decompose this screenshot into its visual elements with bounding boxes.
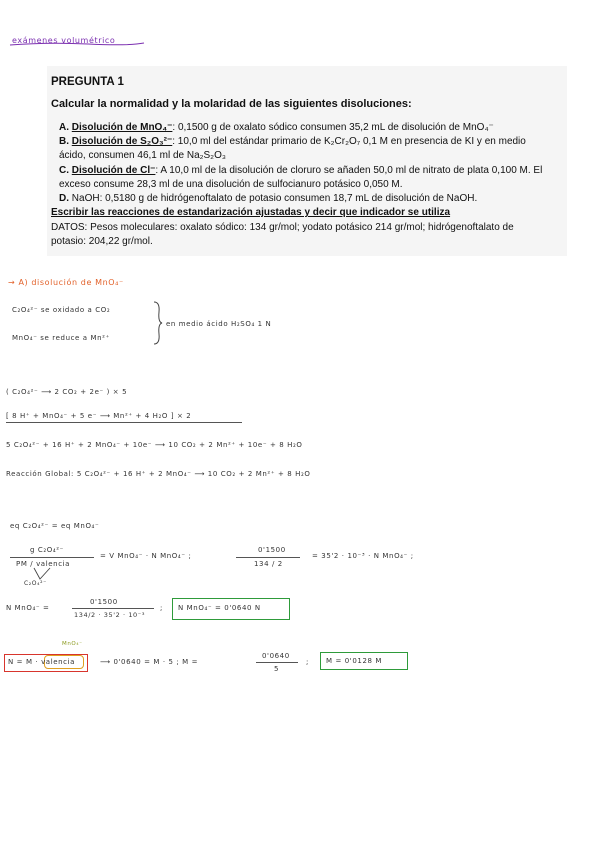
question-heading: PREGUNTA 1	[51, 76, 124, 88]
equivalence-line: eq C₂O₄²⁻ = eq MnO₄⁻	[10, 522, 100, 530]
frac2-bar	[236, 557, 300, 558]
m-result: M = 0'0128 M	[326, 657, 383, 665]
under-label: C₂O₄²⁻	[24, 580, 47, 587]
oxidation-line: C₂O₄²⁻ se oxidado a CO₂	[12, 306, 111, 314]
m-calc: ⟶ 0'0640 = M · 5 ; M =	[100, 658, 199, 666]
instruction-text: Escribir las reacciones de estandarización ajustadas y decir que indicador se utiliza	[51, 207, 451, 218]
question-subtitle: Calcular la normalidad y la molaridad de las siguientes disoluciones:	[51, 98, 412, 110]
reaction-underline	[6, 422, 242, 423]
medium-note: en medio ácido H₂SO₄ 1 N	[166, 320, 272, 328]
section-a-title: → A) disolución de MnO₄⁻	[8, 278, 124, 287]
frac1-bar	[10, 557, 94, 558]
half-reaction-red: [ 8 H⁺ + MnO₄⁻ + 5 e⁻ ⟶ Mn²⁺ + 4 H₂O ] × 2	[6, 412, 192, 420]
item-text: ácido, consumen 46,1 ml de Na₂S₂O₃	[59, 150, 226, 161]
question-item-a	[59, 122, 494, 133]
brace-icon	[152, 300, 164, 346]
semicolon: ;	[306, 658, 309, 666]
reduction-line: MnO₄⁻ se reduce a Mn²⁺	[12, 334, 110, 342]
item-letter: B.	[59, 136, 69, 147]
half-reaction-ox: ( C₂O₄²⁻ ⟶ 2 CO₂ + 2e⁻ ) × 5	[6, 388, 128, 396]
item-letter: D.	[59, 193, 69, 204]
m-numerator: 0'0640	[262, 652, 290, 660]
data-text: DATOS: Pesos moleculares: oxalato sódico: 134 gr/mol; yodato potásico 214 gr/mol; hidrógenoftalato de	[51, 222, 514, 233]
question-instruction	[51, 207, 450, 218]
data-text: potasio: 204,22 gr/mol.	[51, 236, 153, 247]
n-label: N MnO₄⁻ =	[6, 604, 50, 612]
question-item-d	[59, 193, 477, 204]
item-text: : A 10,0 ml de la disolución de cloruro se añaden 50,0 ml de nitrato de plata 0,100 M. El	[155, 165, 543, 176]
header-title: exámenes volumétrico	[12, 36, 116, 45]
frac1-denominator: PM / valencia	[16, 560, 71, 568]
question-item-b	[59, 136, 526, 147]
item-lead: Disolución de S₂O₃²⁻	[71, 136, 173, 147]
n-numerator: 0'1500	[90, 598, 118, 606]
item-text: exceso consume 28,3 ml de una disolución de sulfocianuro potásico 0,050 M.	[59, 179, 403, 190]
frac2-rhs: = 35'2 · 10⁻³ · N MnO₄⁻ ;	[312, 552, 414, 560]
item-text: : 10,0 ml del estándar primario de K₂Cr₂O₇ 0,1 M en presencia de KI y en medio	[172, 136, 526, 147]
question-data-2	[51, 236, 153, 247]
combined-reaction: 5 C₂O₄²⁻ + 16 H⁺ + 2 MnO₄⁻ + 10e⁻ ⟶ 10 CO₂ + 2 Mn²⁺ + 10e⁻ + 8 H₂O	[6, 441, 303, 449]
n-result: N MnO₄⁻ = 0'0640 N	[178, 604, 261, 612]
frac1-numerator: g C₂O₄²⁻	[30, 546, 64, 554]
frac2-denominator: 134 / 2	[254, 560, 283, 568]
item-lead: Disolución de Cl⁻	[71, 165, 156, 176]
n-denominator: 134/2 · 35'2 · 10⁻³	[74, 611, 146, 619]
valence-note: MnO₄⁻	[62, 641, 83, 647]
formula: N = M · valencia	[8, 658, 76, 666]
question-block	[47, 66, 567, 256]
question-data-1	[51, 222, 514, 233]
n-fraction-bar	[72, 608, 154, 609]
semicolon: ;	[160, 604, 163, 612]
item-letter: C.	[59, 165, 69, 176]
global-reaction: Reacción Global: 5 C₂O₄²⁻ + 16 H⁺ + 2 MnO₄⁻ ⟶ 10 CO₂ + 2 Mn²⁺ + 8 H₂O	[6, 470, 311, 478]
question-item-b-cont	[59, 150, 226, 161]
m-fraction-bar	[256, 662, 298, 663]
question-item-c-cont	[59, 179, 403, 190]
item-lead: Disolución de MnO₄⁻	[71, 122, 173, 133]
frac1-rhs: = V MnO₄⁻ · N MnO₄⁻ ;	[100, 552, 192, 560]
header-underline	[8, 40, 148, 48]
item-text: : 0,1500 g de oxalato sódico consumen 35,2 mL de disolución de MnO₄⁻	[172, 122, 494, 133]
item-text: NaOH: 0,5180 g de hidrógenoftalato de potasio consumen 18,7 mL de disolución de NaOH.	[71, 193, 478, 204]
frac2-numerator: 0'1500	[258, 546, 286, 554]
item-letter: A.	[59, 122, 69, 133]
m-denominator: 5	[274, 665, 280, 673]
question-item-c	[59, 165, 542, 176]
